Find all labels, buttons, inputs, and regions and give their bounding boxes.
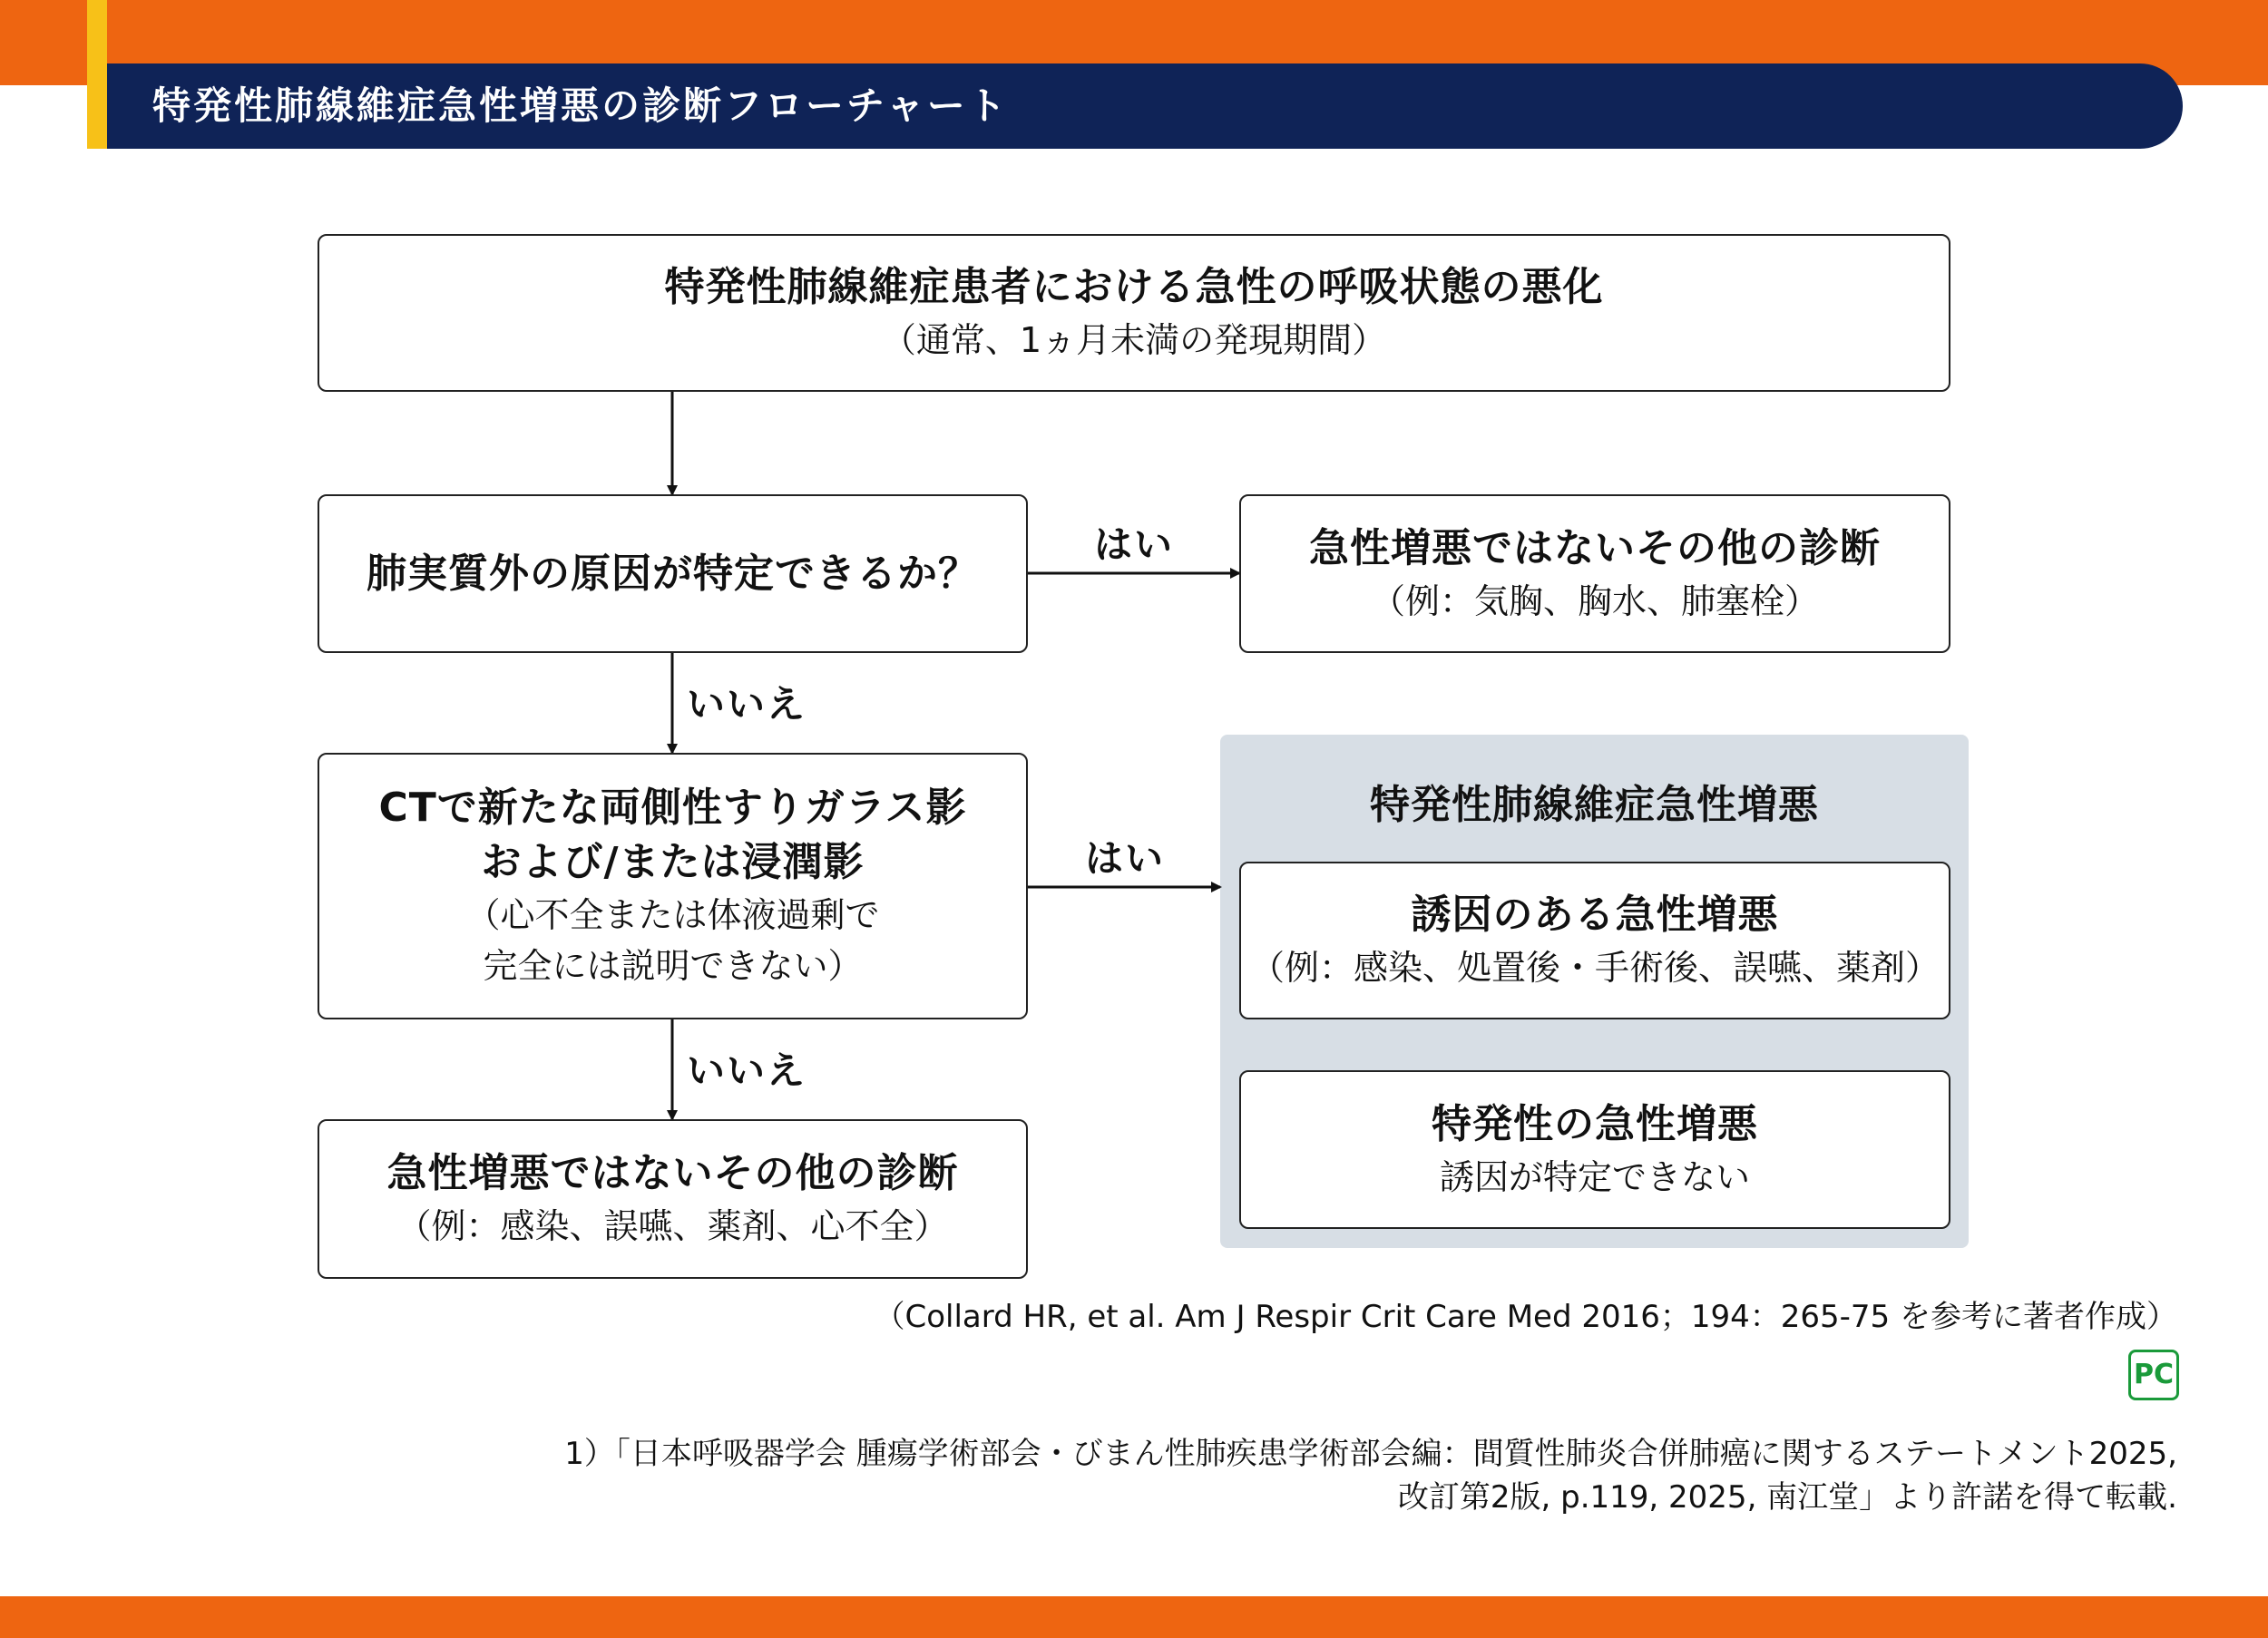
q2-line2: および/または浸潤影	[481, 839, 865, 885]
q1-yes-sub-text: （例：気胸、胸水、肺塞栓）	[1370, 580, 1819, 621]
idiopathic-ae-sub-text: 誘因が特定できない	[1439, 1156, 1750, 1197]
q1-text: 肺実質外の原因が特定できるか？	[367, 550, 979, 597]
idiopathic-ae-box	[1239, 1070, 1950, 1229]
footnote-line-1: 1）「日本呼吸器学会 腫瘍学術部会・びまん性肺疾患学術部会編：間質性肺炎合併肺癌に関するステートメント2025,	[564, 1436, 2177, 1472]
yes-label-q2: はい	[1085, 836, 1166, 881]
triggered-ae-box	[1239, 862, 1950, 1019]
q1-box	[318, 494, 1028, 653]
q1-yes-box	[1239, 494, 1950, 653]
q2-no-main-text: 急性増悪ではないその他の診断	[386, 1150, 959, 1196]
publisher-logo: PC	[2128, 1350, 2179, 1400]
start-main-text: 特発性肺線維症患者における急性の呼吸状態の悪化	[664, 264, 1604, 310]
yes-label-q1: はい	[1094, 522, 1175, 567]
no-label-q2: いいえ	[687, 1048, 807, 1093]
q1-yes-main-text: 急性増悪ではないその他の診断	[1309, 524, 1881, 571]
triggered-ae-sub-text: （例：感染、処置後・手術後、誤嚥、薬剤）	[1249, 948, 1940, 988]
start-sub-text: （通常、1ヵ月未満の発現期間）	[881, 320, 1387, 360]
q2-box	[318, 753, 1028, 1019]
q2-sub2: 完全には説明できない）	[483, 946, 863, 986]
q2-sub1: （心不全または体液過剰で	[465, 895, 880, 935]
no-label-q1: いいえ	[687, 682, 807, 726]
q2-line1: CTで新たな両側性すりガラス影	[378, 785, 967, 831]
page-title: 特発性肺線維症急性増悪の診断フローチャート	[152, 83, 1009, 128]
bottom-orange-band	[0, 1596, 2268, 1638]
q2-no-box	[318, 1119, 1028, 1279]
citation: （Collard HR, et al. Am J Respir Crit Care Med 2016；194：265-75 を参考に著者作成）	[874, 1299, 2177, 1335]
acute-exacerbation-title: 特発性肺線維症急性増悪	[1370, 782, 1819, 828]
triggered-ae-main-text: 誘因のある急性増悪	[1411, 892, 1779, 938]
idiopathic-ae-main-text: 特発性の急性増悪	[1432, 1100, 1758, 1147]
footnote-line-2: 改訂第2版, p.119, 2025, 南江堂」より許諾を得て転載.	[1397, 1479, 2177, 1516]
start-box	[318, 234, 1950, 392]
q2-no-sub-text: （例：感染、誤嚥、薬剤、心不全）	[396, 1206, 949, 1246]
